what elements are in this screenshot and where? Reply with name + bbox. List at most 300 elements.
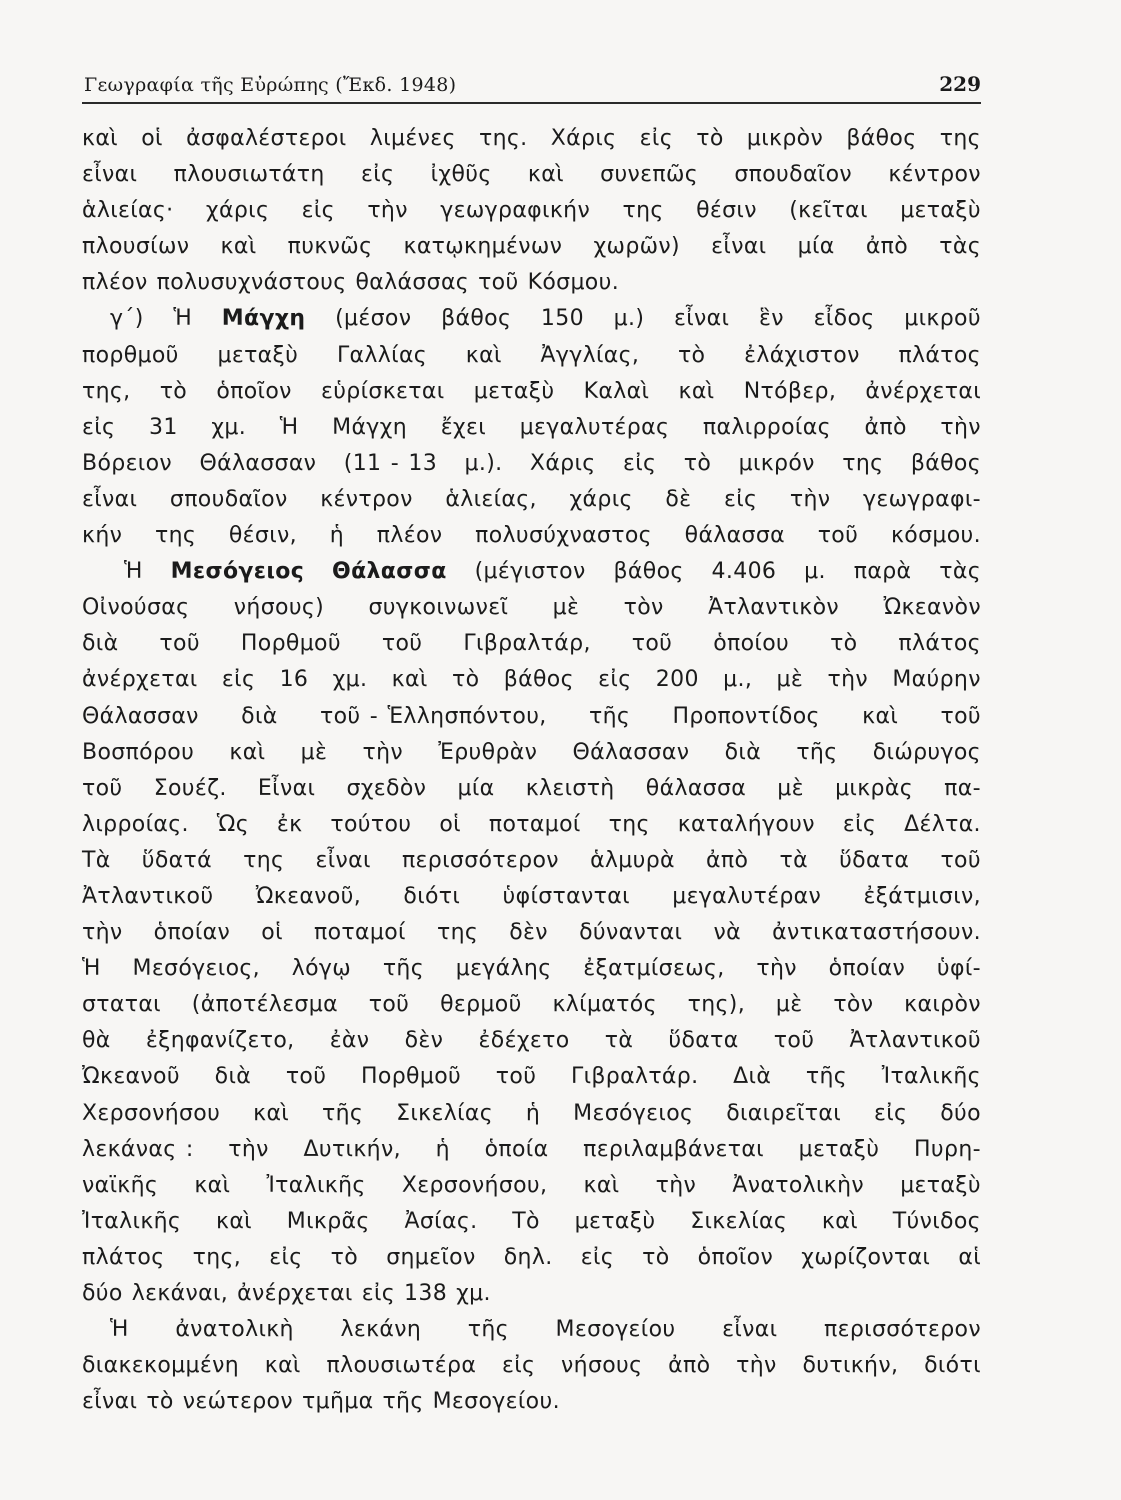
- word: τῆς: [467, 1317, 509, 1343]
- word: τῆς: [805, 1064, 848, 1090]
- word: Διὰ: [733, 1064, 772, 1090]
- word: μ.): [613, 306, 645, 332]
- word: βάθος: [441, 306, 512, 332]
- word: καὶ: [678, 378, 715, 404]
- word: εἰς: [842, 811, 877, 837]
- word: μὲ: [777, 775, 804, 801]
- text-line: [82, 1059, 981, 1095]
- word: ὁποίαν: [828, 956, 906, 982]
- word: Χάρις: [529, 450, 596, 476]
- word: της: [608, 811, 650, 837]
- word: Σουέζ.: [153, 775, 227, 801]
- text-line: [82, 157, 981, 193]
- word: 31: [148, 414, 178, 440]
- word: λιμένες: [369, 126, 456, 151]
- word: εἶναι: [315, 847, 371, 873]
- word: αἱ: [958, 1244, 981, 1270]
- word: ἀσφαλέστεροι: [186, 126, 347, 151]
- word: τὴν: [655, 1172, 697, 1198]
- text-line: [82, 590, 981, 626]
- text-line: [82, 1168, 981, 1204]
- word: ὁποίαν: [153, 920, 231, 946]
- word: πλάτος: [898, 342, 981, 368]
- word: καὶ: [527, 162, 564, 188]
- word: μὲ: [552, 595, 580, 621]
- word: ἁλμυρὰ: [590, 847, 675, 873]
- word: (μέσον: [335, 306, 412, 332]
- word: κήν: [82, 523, 123, 549]
- word: μικρὰς: [835, 775, 913, 801]
- word: ἐκ: [276, 811, 303, 837]
- word: εἶναι: [82, 162, 138, 188]
- word: μεταξὺ: [798, 1136, 880, 1162]
- word: Ἀνατολικὴν: [732, 1172, 865, 1198]
- word: λόγῳ: [291, 956, 352, 982]
- word: περισσότερον: [824, 1317, 981, 1343]
- word: Χάρις: [550, 126, 617, 151]
- word: εἰς: [269, 1244, 303, 1270]
- word: θερμοῦ: [440, 992, 522, 1018]
- text-line: [82, 1348, 981, 1384]
- text-line: [82, 554, 981, 590]
- text-line: [82, 843, 981, 879]
- word: χωρῶν): [593, 234, 680, 260]
- word: τοῦ: [940, 703, 981, 729]
- word: διότι: [924, 1353, 981, 1379]
- word: Οἰνούσας: [82, 595, 190, 621]
- word: της.: [479, 126, 528, 151]
- word: διότι: [403, 883, 461, 909]
- word: βάθος: [846, 126, 917, 151]
- text-line: [82, 193, 981, 229]
- word: Ἡ: [173, 306, 193, 332]
- word: χάρις: [205, 198, 270, 224]
- word: τοῦ: [285, 1064, 327, 1090]
- word: διὰ: [724, 739, 762, 765]
- word: τῆς: [382, 956, 424, 982]
- word: τὴν: [789, 486, 831, 512]
- word: σπουδαῖον: [169, 486, 288, 512]
- word: διὰ: [214, 1064, 252, 1090]
- word: οἱ: [141, 126, 163, 151]
- word: τοῦ: [478, 270, 519, 296]
- text-line: [82, 482, 981, 518]
- word: τὴν: [82, 920, 123, 946]
- word: συγκοινωνεῖ: [368, 595, 509, 621]
- word: μεταξὺ: [900, 1172, 981, 1198]
- word: καὶ: [82, 126, 118, 151]
- word: Χερσονήσου: [82, 1100, 221, 1126]
- body-text: [82, 121, 981, 1420]
- word: καὶ: [391, 667, 428, 693]
- word: τοῦ: [773, 1028, 815, 1054]
- text-line: [82, 229, 981, 265]
- word: πα-: [944, 775, 981, 801]
- word: Μεσόγειος,: [132, 956, 260, 982]
- word: Εἶναι: [257, 775, 316, 801]
- text-line: [82, 699, 981, 735]
- text-line: [82, 518, 981, 554]
- word: ἀπὸ: [864, 414, 907, 440]
- word: εἶναι: [711, 234, 767, 260]
- text-line: [82, 735, 981, 771]
- text-line: [82, 1204, 981, 1240]
- word: Δέλτα.: [904, 811, 981, 837]
- word: τὸ: [146, 1389, 174, 1415]
- word: Καλαὶ: [583, 378, 650, 404]
- word: τοῦ: [368, 992, 410, 1018]
- text-line: [82, 301, 981, 337]
- word: τὸν: [623, 595, 664, 621]
- word: δὲ: [665, 486, 692, 512]
- word: ἀνέρχεται: [82, 667, 198, 693]
- word: εὑρίσκεται: [320, 378, 445, 404]
- word: μεταξὺ: [217, 342, 299, 368]
- word: πορθμοῦ: [82, 342, 179, 368]
- word: ἐλάχιστον: [744, 342, 860, 368]
- word: τὸ: [696, 126, 724, 151]
- word: (μέγιστον: [474, 559, 586, 585]
- text-line: [82, 410, 981, 446]
- word: Ἐρυθρὰν: [438, 739, 538, 765]
- word: χμ.: [332, 667, 368, 693]
- word: θάλασσα: [684, 523, 785, 549]
- word: Βόρειον: [82, 450, 173, 476]
- word: ἐὰν: [329, 1028, 370, 1054]
- word: λιρροίας.: [82, 811, 189, 837]
- word: Κόσμου.: [527, 270, 620, 296]
- word: παλιρροίας: [702, 414, 831, 440]
- word: 138: [404, 1281, 448, 1306]
- word: τὴν: [736, 1353, 777, 1379]
- word: κέντρον: [320, 486, 413, 512]
- word: Ἀσίας.: [404, 1208, 478, 1234]
- word: δύο: [82, 1281, 123, 1306]
- word: βάθος: [613, 559, 684, 585]
- word: της: [842, 450, 884, 476]
- word: θαλάσσας: [355, 270, 470, 296]
- word: ὑφί-: [936, 956, 981, 982]
- word: πλέον: [376, 523, 443, 549]
- word: θέσιν,: [228, 523, 297, 549]
- word: ἀνατολικὴ: [175, 1317, 294, 1343]
- word: πλουσιωτέρα: [326, 1353, 477, 1379]
- word: Σικελίας: [396, 1100, 493, 1126]
- word: τμῆμα: [302, 1389, 374, 1415]
- word: κλειστὴ: [525, 775, 615, 801]
- word: τὰ: [604, 1028, 634, 1054]
- word: ποταμοί: [488, 811, 581, 837]
- word: καὶ: [253, 1100, 290, 1126]
- word: καὶ: [220, 234, 257, 260]
- word: εἰς: [361, 1281, 396, 1306]
- word: Μάγχη: [332, 414, 408, 440]
- word: Σικελίας: [690, 1208, 788, 1234]
- word: Ὠκεανοῦ,: [255, 883, 362, 909]
- text-line: [82, 1312, 981, 1348]
- word: εἶναι: [82, 1389, 138, 1415]
- word: διαιρεῖται: [726, 1100, 842, 1126]
- word: Μεσογείου.: [432, 1389, 560, 1415]
- word: βάθος: [910, 450, 981, 476]
- word: εἶναι: [722, 1317, 778, 1343]
- word: νήσους): [233, 595, 325, 621]
- word: εἰς: [623, 450, 657, 476]
- text-line: [82, 879, 981, 915]
- word: διὰ: [241, 703, 278, 729]
- word: τοῦ: [495, 1064, 537, 1090]
- word: χμ.: [211, 414, 247, 440]
- word: καὶ: [216, 1208, 252, 1234]
- word: 4.406: [711, 559, 777, 585]
- word: Τὸ: [512, 1208, 540, 1234]
- word: ἀντικαταστήσουν.: [772, 920, 981, 946]
- word: (ἀποτέλεσμα: [191, 992, 338, 1018]
- word: καὶ: [229, 739, 266, 765]
- word: (11 - 13: [343, 450, 438, 476]
- word: ὁποῖον: [697, 1244, 774, 1270]
- word: Ἀτλαντικοῦ: [849, 1028, 981, 1054]
- word: ὁποία: [484, 1136, 549, 1162]
- text-line: [82, 807, 981, 843]
- word: διὰ: [82, 631, 119, 657]
- word: 150: [540, 306, 584, 332]
- word: δυτικήν,: [802, 1353, 899, 1379]
- word: χμ.: [456, 1281, 491, 1306]
- word: Ἰταλικῆς: [82, 1208, 182, 1234]
- word: Προποντίδος: [672, 703, 820, 729]
- word: Ἀτλαντικὸν: [708, 595, 840, 621]
- word: σταται: [82, 992, 161, 1018]
- text-line: [82, 446, 981, 482]
- word: Μικρᾶς: [286, 1208, 370, 1234]
- word: Ἡ: [82, 956, 101, 982]
- word: λεκάνη: [340, 1317, 422, 1343]
- word: της: [243, 847, 285, 873]
- word: μ.,: [723, 667, 753, 693]
- word: ἡ: [525, 1100, 541, 1126]
- word: δηλ.: [503, 1244, 553, 1270]
- word: Ἰταλικῆς: [266, 1172, 366, 1198]
- word: ναϊκῆς: [82, 1172, 159, 1198]
- word: πυκνῶς: [287, 234, 373, 260]
- word: χωρίζονται: [801, 1244, 931, 1270]
- word: Μεσόγειος: [573, 1100, 694, 1126]
- word: κατῳκημένων: [403, 234, 563, 260]
- word: ὑφίστανται: [502, 883, 630, 909]
- word: τούτου: [330, 811, 412, 837]
- word: περισσότερον: [401, 847, 559, 873]
- word: δύνανται: [579, 920, 683, 946]
- word: τῆς: [322, 1100, 364, 1126]
- word: ὕδατά: [141, 847, 212, 873]
- word: Θάλασσα: [332, 559, 447, 585]
- word: τὴν: [362, 739, 403, 765]
- word: μὲ: [775, 992, 803, 1018]
- word: Θάλασσαν: [82, 703, 199, 729]
- word: Θάλασσαν: [572, 739, 690, 765]
- word: ὕδατα: [668, 1028, 739, 1054]
- word: τοῦ: [159, 631, 200, 657]
- text-line: [82, 1132, 981, 1168]
- word: της,: [192, 1244, 242, 1270]
- word: τὸ: [677, 342, 706, 368]
- word: Ἀτλαντικοῦ: [82, 883, 214, 909]
- word: θέσιν: [696, 198, 757, 224]
- word: ἔχει: [440, 414, 487, 440]
- word: Τύνιδος: [892, 1208, 981, 1234]
- word: μία: [457, 775, 495, 801]
- word: μεγαλυτέραν: [672, 883, 822, 909]
- word: μικρόν: [738, 450, 815, 476]
- word: ἀπὸ: [865, 234, 909, 260]
- word: τοῦ: [82, 775, 123, 801]
- word: ἐδέχετο: [478, 1028, 570, 1054]
- word: ἐξάτμισιν,: [863, 883, 981, 909]
- word: Γιβραλτάρ,: [463, 631, 591, 657]
- word: Πορθμοῦ: [361, 1064, 462, 1090]
- running-title: Γεωγραφία τῆς Εὐρώπης (Ἔκδ. 1948): [84, 74, 457, 96]
- word: τοῦ: [381, 631, 423, 657]
- word: Ντόβερ,: [743, 378, 837, 404]
- word: ὁποίου: [713, 631, 790, 657]
- word: πλέον: [82, 270, 148, 296]
- word: Μάγχη: [221, 306, 306, 332]
- word: ἐξηφανίζετο,: [145, 1028, 295, 1054]
- word: μικρὸν: [746, 126, 824, 151]
- word: εἰς: [501, 1353, 536, 1379]
- word: εἶδος: [813, 306, 875, 332]
- word: μικροῦ: [904, 306, 981, 332]
- word: θάλασσα: [645, 775, 747, 801]
- text-line: [82, 626, 981, 662]
- word: ὁποῖον: [216, 378, 292, 404]
- word: καὶ: [264, 1353, 301, 1379]
- word: τὴν: [228, 1136, 269, 1162]
- word: ὕδατα: [839, 847, 910, 873]
- text-line: [82, 1023, 981, 1059]
- word: πλουσίων: [82, 234, 190, 260]
- word: κόσμου.: [890, 523, 981, 549]
- text-line: [82, 951, 981, 987]
- word: μεγάλης: [455, 956, 552, 982]
- word: ποταμοί: [314, 920, 406, 946]
- word: καὶ: [194, 1172, 231, 1198]
- word: Ὡς: [216, 811, 249, 837]
- word: τὸ: [330, 1244, 359, 1270]
- word: τὰ: [779, 847, 808, 873]
- word: χάρις: [569, 486, 633, 512]
- text-line: [82, 771, 981, 807]
- word: εἶναι: [673, 306, 730, 332]
- word: μεταξὺ: [900, 198, 981, 224]
- word: συνεπῶς: [600, 162, 699, 188]
- word: γ΄): [110, 306, 144, 332]
- text-line: [82, 987, 981, 1023]
- text-line: [82, 1240, 981, 1276]
- word: τὰς: [939, 234, 981, 260]
- word: τὴν: [756, 956, 797, 982]
- word: εἰς: [873, 1100, 908, 1126]
- page-number: 229: [939, 72, 981, 96]
- word: εἰς: [221, 667, 256, 693]
- word: ἁλιείας,: [445, 486, 537, 512]
- word: πλάτος: [82, 1244, 165, 1270]
- word: δὲν: [509, 920, 548, 946]
- text-line: [82, 1384, 981, 1420]
- word: δὲν: [404, 1028, 444, 1054]
- word: βάθος: [503, 667, 574, 693]
- word: μεταξὺ: [574, 1208, 656, 1234]
- text-line: [82, 1276, 981, 1312]
- word: της: [939, 126, 981, 151]
- word: νὰ: [713, 920, 741, 946]
- word: Δυτικήν,: [303, 1136, 401, 1162]
- text-line: [82, 121, 981, 157]
- word: τὸ: [830, 631, 858, 657]
- word: καὶ: [821, 1208, 858, 1234]
- word: πολυσύχναστος: [475, 523, 652, 549]
- word: οἱ: [439, 811, 461, 837]
- word: εἰς: [360, 162, 395, 188]
- word: τὸ: [451, 667, 480, 693]
- word: Ἡ: [110, 1317, 129, 1343]
- word: εἰς: [598, 667, 632, 693]
- word: ἀνέρχεται: [865, 378, 981, 404]
- word: τοῦ - Ἑλλησπόντου,: [319, 703, 547, 729]
- word: της,: [82, 378, 131, 404]
- word: γεωγραφικήν: [440, 198, 591, 224]
- word: Μεσογείου: [555, 1317, 676, 1343]
- word: ἡ: [435, 1136, 450, 1162]
- word: τὴν: [940, 414, 981, 440]
- word: τῆς: [588, 703, 631, 729]
- word: ἀπὸ: [668, 1353, 711, 1379]
- word: ἀνέρχεται: [237, 1281, 353, 1306]
- word: Ἀγγλίας,: [540, 342, 640, 368]
- word: σπουδαῖον: [734, 162, 853, 188]
- word: Ἡ: [124, 559, 143, 585]
- word: περιλαμβάνεται: [583, 1136, 764, 1162]
- word: Ἰταλικῆς: [881, 1064, 981, 1090]
- word: Βοσπόρου: [82, 739, 195, 765]
- word: ἓν: [759, 306, 784, 332]
- word: μὲ: [776, 667, 804, 693]
- word: καὶ: [862, 703, 899, 729]
- word: κέντρον: [888, 162, 981, 188]
- word: τῆς: [382, 1389, 424, 1415]
- word: της: [436, 920, 479, 946]
- word: Ὠκεανὸν: [883, 595, 981, 621]
- word: ἁλιείας·: [82, 198, 174, 224]
- word: εἰς: [639, 126, 673, 151]
- word: Χερσονήσου,: [401, 1172, 548, 1198]
- word: τοῦ: [817, 523, 859, 549]
- word: της: [622, 198, 664, 224]
- word: σημεῖον: [386, 1244, 476, 1270]
- word: παρὰ: [853, 559, 912, 585]
- word: τὸ: [683, 450, 712, 476]
- word: μεταξὺ: [473, 378, 555, 404]
- word: καιρὸν: [904, 992, 981, 1018]
- word: ἡ: [329, 523, 345, 549]
- word: καὶ: [465, 342, 502, 368]
- word: (κεῖται: [789, 198, 868, 224]
- word: πλουσιωτάτη: [173, 162, 325, 188]
- word: θὰ: [82, 1028, 111, 1054]
- word: λεκάναι,: [131, 1281, 229, 1306]
- word: τὸ: [159, 378, 188, 404]
